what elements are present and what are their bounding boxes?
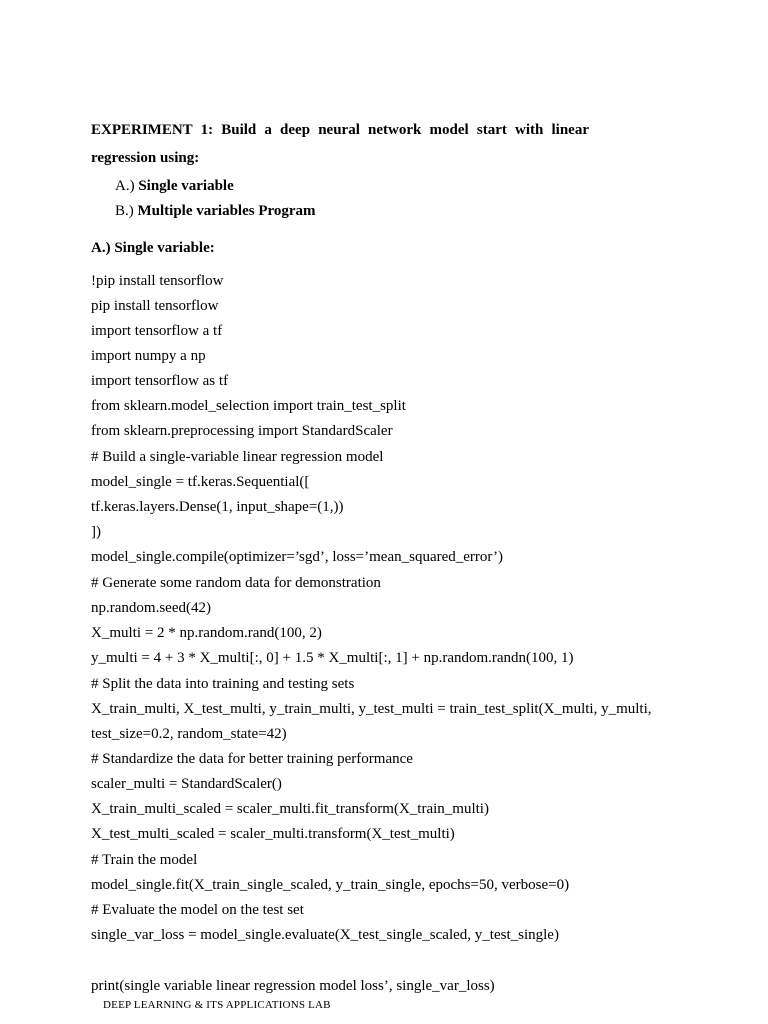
code-line: !pip install tensorflow	[91, 273, 224, 289]
code-line: # Evaluate the model on the test set	[91, 902, 304, 918]
code-line: np.random.seed(42)	[91, 600, 211, 616]
code-line: print(single variable linear regression model loss’, single_var_loss)	[91, 978, 495, 994]
code-line: X_train_multi_scaled = scaler_multi.fit_transform(X_train_multi)	[91, 801, 489, 817]
experiment-heading: EXPERIMENT 1: Build a deep neural network model start with linear	[91, 122, 589, 138]
code-line: X_train_multi, X_test_multi, y_train_multi, y_test_multi = train_test_split(X_multi, y_multi,	[91, 701, 652, 717]
option-text: Single variable	[138, 178, 234, 194]
code-line: # Generate some random data for demonstration	[91, 575, 381, 591]
page-footer: DEEP LEARNING & ITS APPLICATIONS LAB	[103, 999, 331, 1011]
code-line: model_single.compile(optimizer=’sgd’, loss=’mean_squared_error’)	[91, 549, 503, 565]
code-line: from sklearn.preprocessing import StandardScaler	[91, 423, 393, 439]
code-line: y_multi = 4 + 3 * X_multi[:, 0] + 1.5 * X_multi[:, 1] + np.random.randn(100, 1)	[91, 650, 574, 666]
option-label: B.)	[115, 203, 134, 219]
code-line: from sklearn.model_selection import train_test_split	[91, 398, 406, 414]
code-line: import tensorflow a tf	[91, 323, 223, 339]
option-multiple-variables	[115, 203, 316, 220]
option-single-variable	[115, 178, 234, 195]
code-line: # Split the data into training and testing sets	[91, 676, 355, 692]
code-line: X_multi = 2 * np.random.rand(100, 2)	[91, 625, 322, 641]
code-line: tf.keras.layers.Dense(1, input_shape=(1,))	[91, 499, 344, 515]
code-line: scaler_multi = StandardScaler()	[91, 776, 282, 792]
code-line: import numpy a np	[91, 348, 206, 364]
code-line: # Standardize the data for better training performance	[91, 751, 413, 767]
experiment-heading-continued: regression using:	[91, 150, 200, 166]
code-line: import tensorflow as tf	[91, 373, 229, 389]
section-title: A.) Single variable:	[91, 240, 215, 256]
option-text: Multiple variables Program	[137, 203, 316, 219]
code-line: ])	[91, 524, 101, 540]
option-label: A.)	[115, 178, 135, 194]
code-line: single_var_loss = model_single.evaluate(X_test_single_scaled, y_test_single)	[91, 927, 559, 943]
code-line: model_single.fit(X_train_single_scaled, y_train_single, epochs=50, verbose=0)	[91, 877, 570, 893]
code-line: pip install tensorflow	[91, 298, 219, 314]
code-line: model_single = tf.keras.Sequential([	[91, 474, 310, 490]
code-line: # Train the model	[91, 852, 198, 868]
code-line: test_size=0.2, random_state=42)	[91, 726, 287, 742]
code-line: X_test_multi_scaled = scaler_multi.transform(X_test_multi)	[91, 826, 455, 842]
code-line: # Build a single-variable linear regression model	[91, 449, 384, 465]
